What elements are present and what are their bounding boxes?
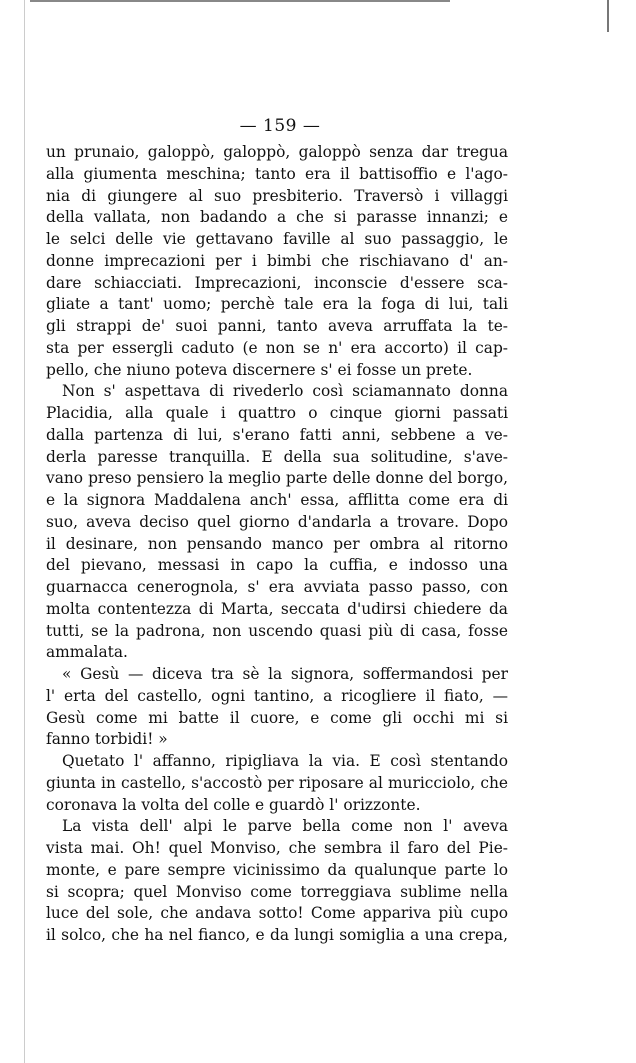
text-line: si scopra; quel Monviso come torreggiava sublime nella xyxy=(46,882,508,901)
text-line: coronava la volta del colle e guardò l' orizzonte. xyxy=(46,795,421,814)
text-line: del pievano, messasi in capo la cuffia, e indosso una xyxy=(46,556,508,575)
text-line: sta per essergli caduto (e non se n' era accorto) il cap- xyxy=(46,338,508,357)
text-line: Quetato l' affanno, ripigliava la via. E così stentando xyxy=(62,752,508,770)
text-line: il solco, che ha nel fianco, e da lungi somiglia a una crepa, xyxy=(46,926,508,944)
text-line: pello, che niuno poteva discernere s' ei fosse un prete. xyxy=(46,360,473,379)
text-line: ammalata. xyxy=(46,643,128,662)
text-line: donne imprecazioni per i bimbi che rischiavano d' an- xyxy=(46,251,508,270)
text-line: gli strappi de' suoi panni, tanto aveva arruffata la te- xyxy=(46,317,508,335)
text-line: vano preso pensiero la meglio parte delle donne del borgo, xyxy=(46,469,508,488)
text-line: nia di giungere al suo presbiterio. Traversò i villaggi xyxy=(46,186,508,205)
text-line: giunta in castello, s'accostò per riposare al muricciolo, che xyxy=(46,773,508,792)
text-line: Placidia, alla quale i quattro o cinque giorni passati xyxy=(46,404,508,422)
text-line: monte, e pare sempre vicinissimo da qualunque parte lo xyxy=(46,860,508,879)
text-line: vista mai. Oh! quel Monviso, che sembra il faro del Pie- xyxy=(46,839,508,857)
body-text xyxy=(46,142,508,947)
text-line: alla giumenta meschina; tanto era il battisoffio e l'ago- xyxy=(46,164,508,183)
text-line: dalla partenza di lui, s'erano fatti anni, sebbene a ve- xyxy=(46,425,508,444)
text-line: dare schiacciati. Imprecazioni, inconscie d'essere sca- xyxy=(46,273,508,292)
text-line: La vista dell' alpi le parve bella come non l' aveva xyxy=(62,817,508,836)
text-line: luce del sole, che andava sotto! Come appariva più cupo xyxy=(46,904,508,923)
text-line: le selci delle vie gettavano faville al suo passaggio, le xyxy=(46,230,508,248)
text-line: guarnacca cenerognola, s' era avviata passo passo, con xyxy=(46,578,508,596)
page-edge-mark xyxy=(607,0,609,32)
text-line: « Gesù — diceva tra sè la signora, soffermandosi per xyxy=(62,665,508,683)
text-line: un prunaio, galoppò, galoppò, galoppò senza dar tregua xyxy=(46,143,508,161)
text-line: e la signora Maddalena anch' essa, afflitta come era di xyxy=(46,491,508,509)
text-line: molta contentezza di Marta, seccata d'udirsi chiedere da xyxy=(46,599,508,618)
text-line: derla paresse tranquilla. E della sua solitudine, s'ave- xyxy=(46,447,508,466)
page-top-edge xyxy=(30,0,450,2)
text-line: gliate a tant' uomo; perchè tale era la foga di lui, tali xyxy=(46,295,508,314)
text-line: della vallata, non badando a che si parasse innanzi; e xyxy=(46,208,508,227)
text-line: tutti, se la padrona, non uscendo quasi più di casa, fosse xyxy=(46,621,508,640)
text-line: Gesù come mi batte il cuore, e come gli occhi mi si xyxy=(46,708,508,727)
text-line: il desinare, non pensando manco per ombra al ritorno xyxy=(46,534,508,553)
page-number: — 159 — xyxy=(239,116,321,136)
text-line: Non s' aspettava di rivederlo così sciamannato donna xyxy=(62,382,508,401)
text-line: suo, aveva deciso quel giorno d'andarla a trovare. Dopo xyxy=(46,512,508,531)
text-line: fanno torbidi! » xyxy=(46,730,168,749)
text-line: l' erta del castello, ogni tantino, a ricogliere il fiato, — xyxy=(46,686,508,705)
page-gutter-line xyxy=(24,0,25,1063)
